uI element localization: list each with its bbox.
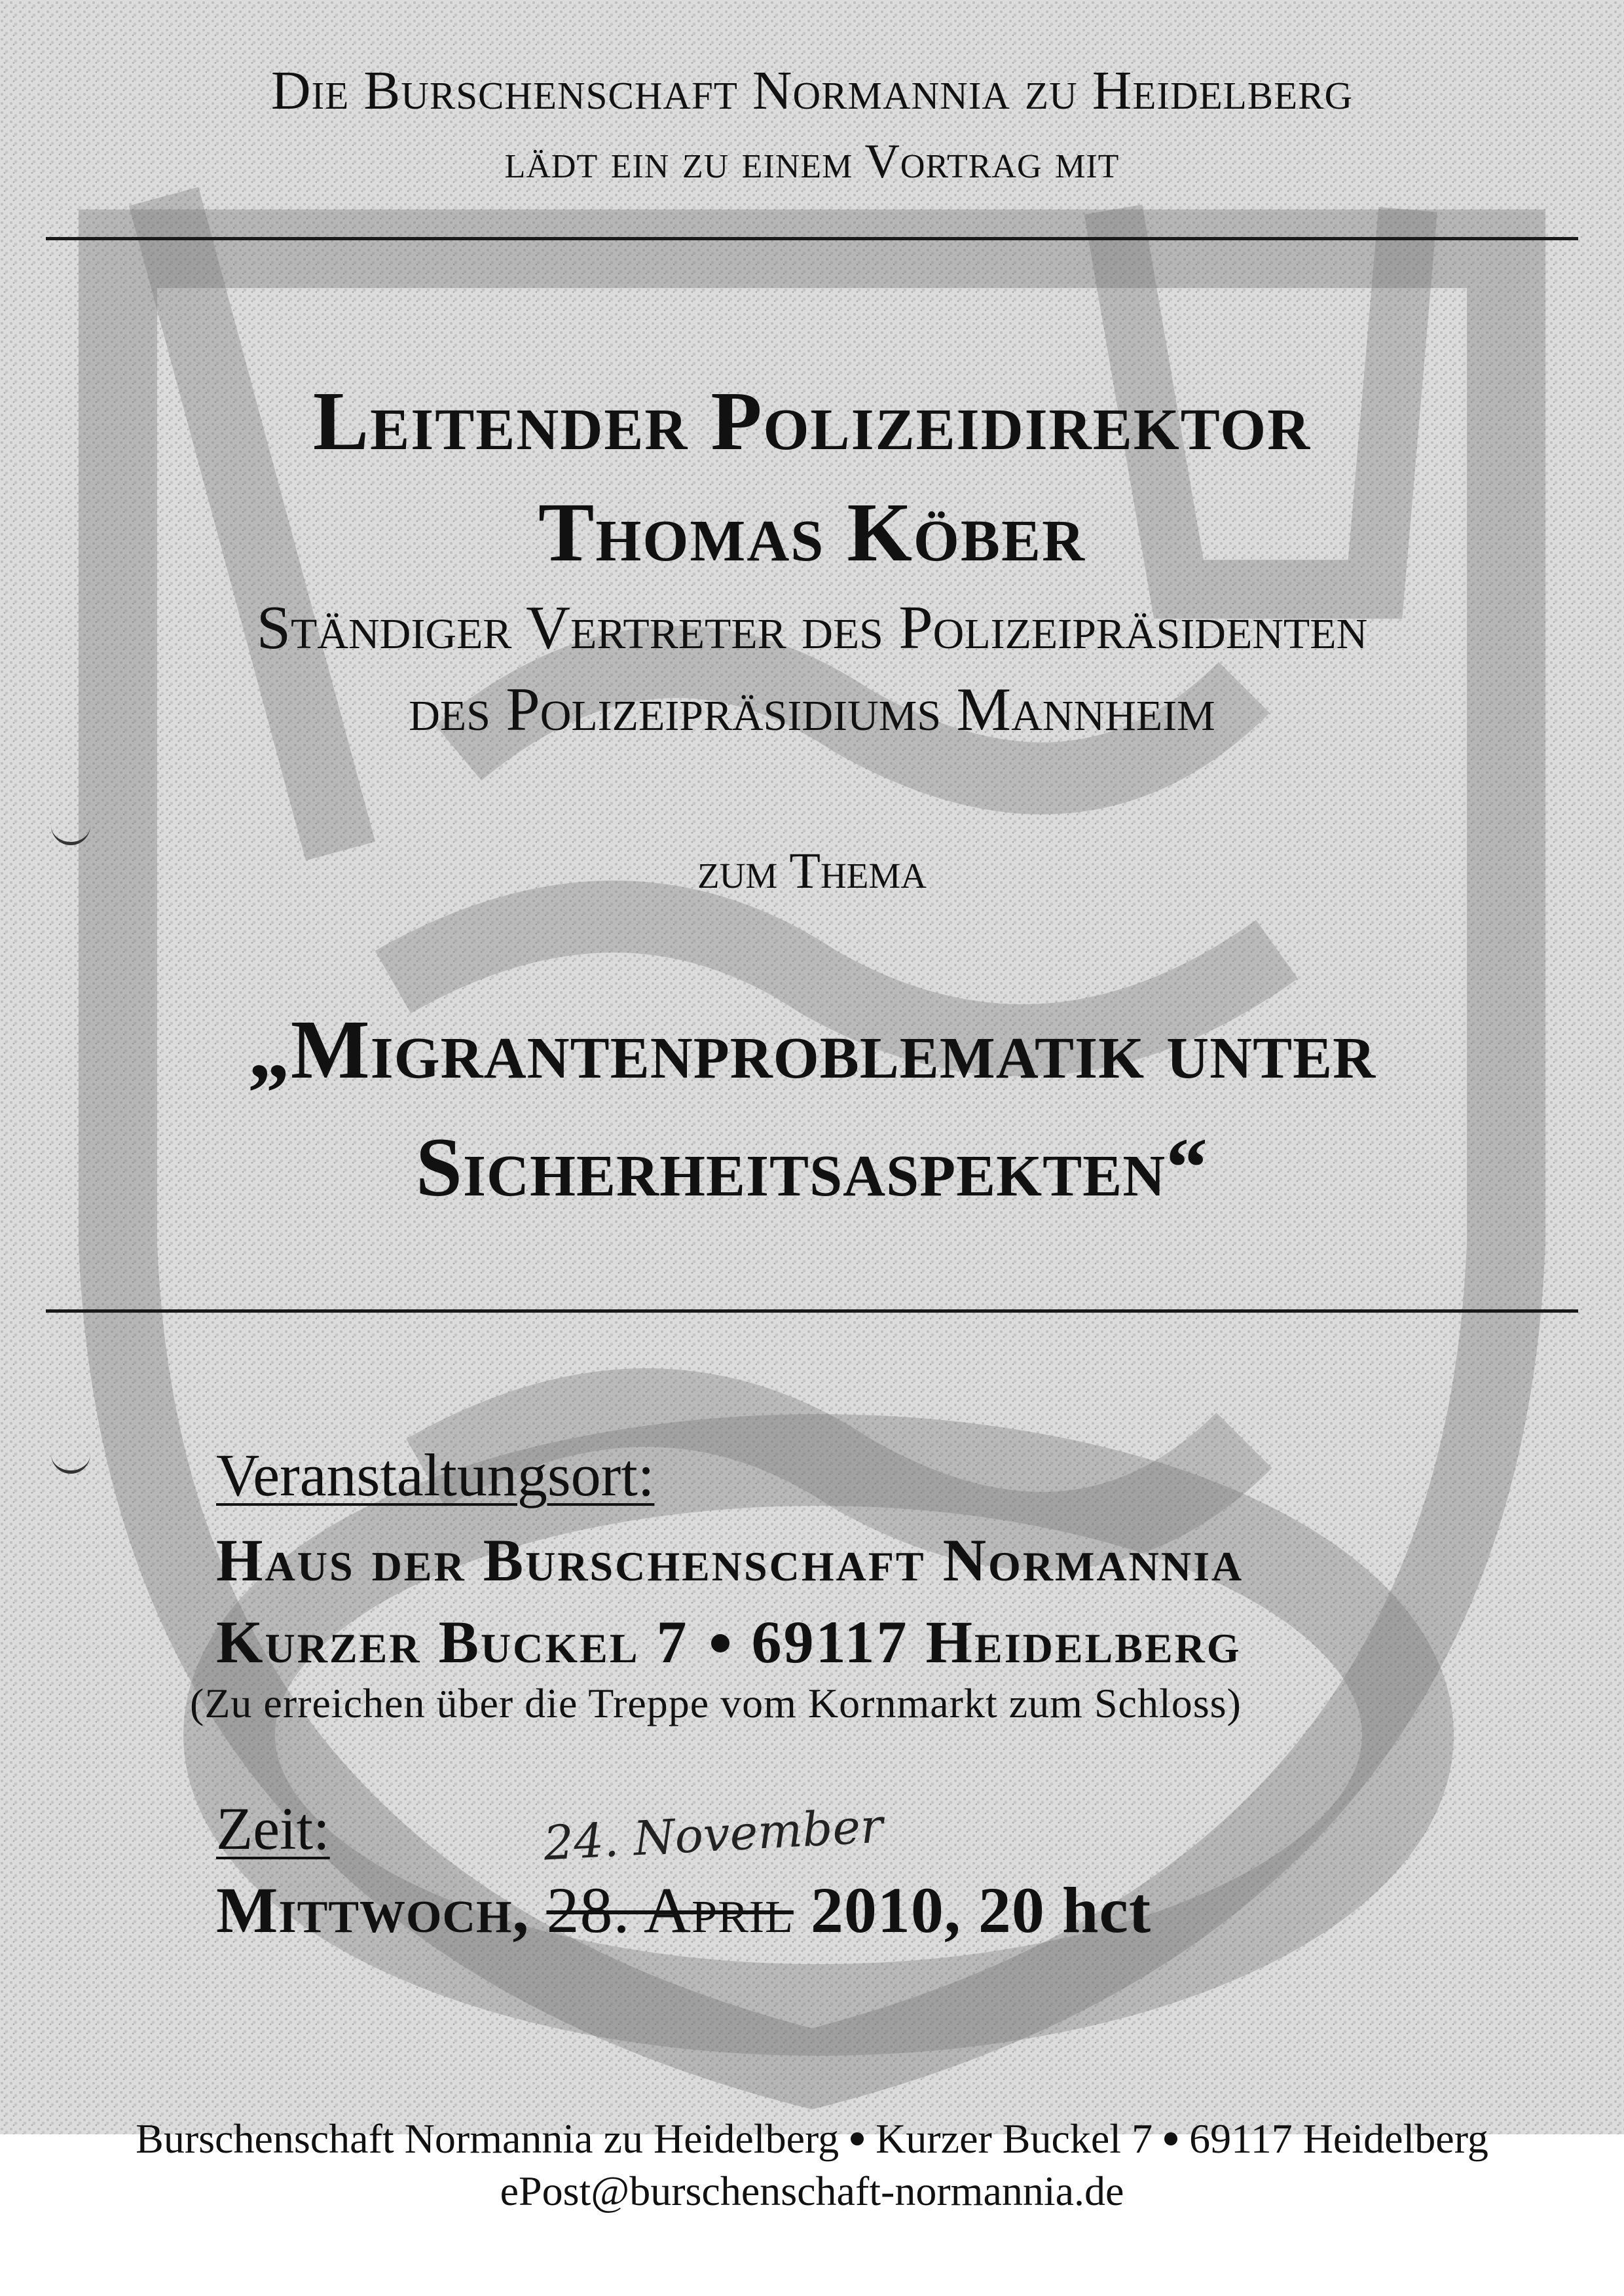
speaker-name: Thomas Köber: [538, 486, 1086, 579]
bullet-icon: [851, 2132, 864, 2145]
handwritten-date-correction: 24. November: [542, 1798, 885, 1871]
topic-title-line-1: „Migrantenproblematik unter: [248, 1003, 1376, 1096]
top-divider: [46, 237, 1578, 240]
venue-name: Haus der Burschenschaft Normannia: [216, 1527, 1244, 1594]
speaker-role-line-2: des Polizeipräsidiums Mannheim: [409, 676, 1215, 744]
venue-label: Veranstaltungsort:: [216, 1442, 655, 1508]
middle-divider: [46, 1309, 1578, 1313]
venue-street: Kurzer Buckel 7: [216, 1609, 689, 1675]
speaker-rank: Leitender Polizeidirektor: [312, 374, 1312, 467]
footer-city: 69117 Heidelberg: [1189, 2115, 1488, 2162]
venue-directions: (Zu erreichen über die Treppe vom Kornmarkt zum Schloss): [190, 1680, 1242, 1726]
footer-email: ePost@burschenschaft-normannia.de: [500, 2168, 1124, 2214]
venue-city: 69117 Heidelberg: [751, 1609, 1242, 1675]
footer-address: [0, 2115, 1624, 2163]
event-date: [216, 1872, 1151, 1948]
speaker-role-line-1: Ständiger Vertreter des Polizeipräsidenten: [256, 594, 1368, 662]
punch-hole-mark-bottom: [51, 1453, 90, 1474]
header-line-2: lädt ein zu einem Vortrag mit: [504, 135, 1120, 189]
topic-title-line-2: Sicherheitsaspekten“: [415, 1121, 1209, 1214]
bullet-icon: [711, 1634, 729, 1652]
event-year-time: 2010, 20 hct: [810, 1874, 1152, 1946]
header-line-1: Die Burschenschaft Normannia zu Heidelberg: [270, 60, 1354, 121]
time-label: Zeit:: [216, 1795, 330, 1862]
topic-intro: zum Thema: [697, 842, 927, 899]
event-struck-date: 28. April: [546, 1874, 794, 1946]
bullet-icon: [1164, 2132, 1177, 2145]
footer-org: Burschenschaft Normannia zu Heidelberg: [136, 2115, 840, 2162]
event-weekday: Mittwoch,: [216, 1874, 530, 1946]
footer-street: Kurzer Buckel 7: [876, 2115, 1153, 2162]
venue-address: [216, 1607, 1242, 1677]
